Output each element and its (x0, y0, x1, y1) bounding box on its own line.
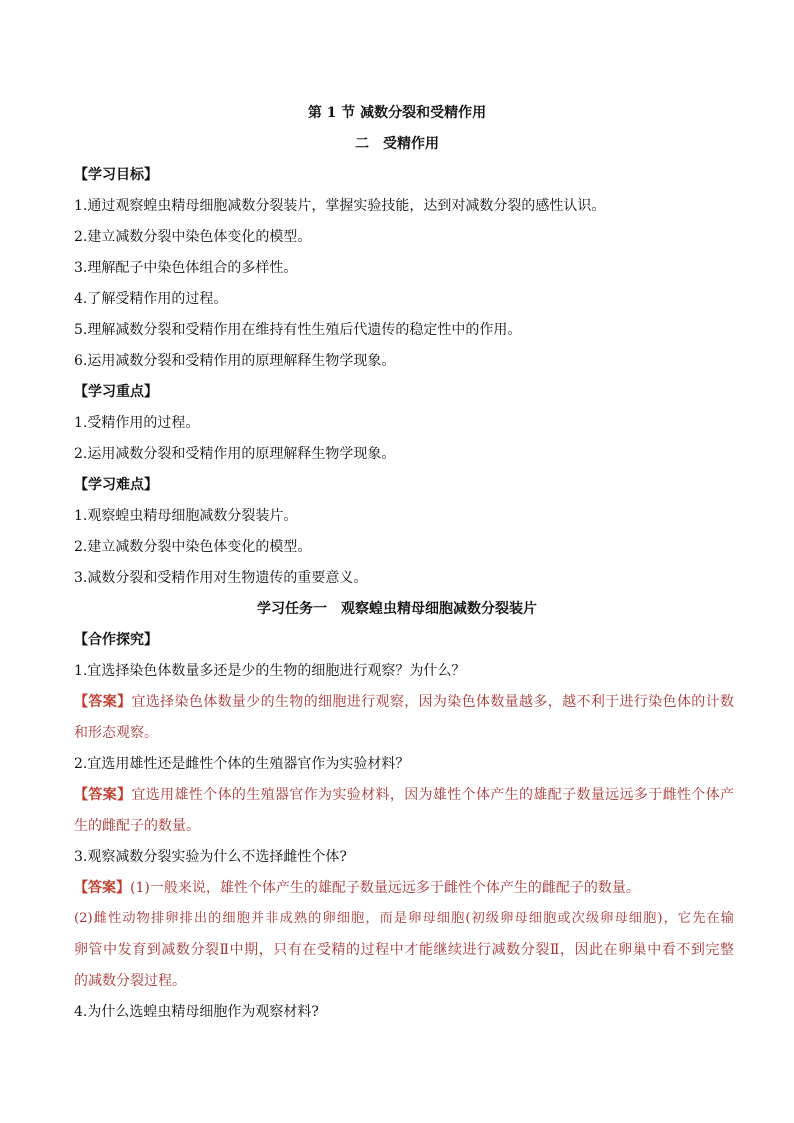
answer-3-line: 的减数分裂过程。 (74, 973, 186, 989)
question-2: 2.宜选用雄性还是雌性个体的生殖器官作为实验材料？ (74, 756, 410, 772)
question-1: 1.宜选择染色体数量多还是少的生物的细胞进行观察？为什么？ (74, 663, 466, 679)
objectives-header: 【学习目标】 (74, 167, 158, 183)
key-points-header: 【学习重点】 (74, 384, 158, 400)
answer-tag: 【答案】 (74, 787, 132, 803)
objective-item: 4.了解受精作用的过程。 (74, 291, 228, 307)
answer-3-line: 【答案】(1)一般来说，雄性个体产生的雄配子数量远远多于雌性个体产生的雌配子的数量。 (74, 880, 640, 896)
answer-tag: 【答案】 (74, 880, 130, 896)
answer-2-line: 生的雌配子的数量。 (74, 818, 200, 834)
objective-item: 6.运用减数分裂和受精作用的原理解释生物学现象。 (74, 353, 396, 369)
answer-3-line: 卵管中发育到减数分裂Ⅱ中期，只有在受精的过程中才能继续进行减数分裂Ⅱ，因此在卵巢中看不到完整 (74, 942, 734, 958)
inquiry-header: 【合作探究】 (74, 632, 158, 648)
page-subtitle: 二 受精作用 (355, 136, 439, 152)
question-3: 3.观察减数分裂实验为什么不选择雌性个体? (74, 849, 347, 865)
page-title: 第 1 节 减数分裂和受精作用 (307, 105, 487, 121)
task1-title: 学习任务一 观察蝗虫精母细胞减数分裂装片 (257, 601, 537, 617)
answer-1-line: 【答案】宜选择染色体数量少的生物的细胞进行观察，因为染色体数量越多，越不利于进行染色体的计数 (74, 694, 735, 710)
objective-item: 5.理解减数分裂和受精作用在维持有性生殖后代遗传的稳定性中的作用。 (74, 322, 522, 338)
key-point-item: 2.运用减数分裂和受精作用的原理解释生物学现象。 (74, 446, 396, 462)
objective-item: 2.建立减数分裂中染色体变化的模型。 (74, 229, 312, 245)
difficulty-item: 3.减数分裂和受精作用对生物遗传的重要意义。 (74, 570, 368, 586)
answer-tag: 【答案】 (74, 694, 132, 710)
answer-1-line: 和形态观察。 (74, 725, 158, 741)
difficulties-header: 【学习难点】 (74, 477, 158, 493)
key-point-item: 1.受精作用的过程。 (74, 415, 200, 431)
difficulty-item: 1.观察蝗虫精母细胞减数分裂装片。 (74, 508, 298, 524)
answer-2-line: 【答案】宜选用雄性个体的生殖器官作为实验材料，因为雄性个体产生的雄配子数量远远多于雌性个体产 (74, 787, 735, 803)
question-4: 4.为什么选蝗虫精母细胞作为观察材料? (74, 1004, 319, 1020)
objective-item: 3.理解配子中染色体组合的多样性。 (74, 260, 298, 276)
answer-3-line: (2)雌性动物排卵排出的细胞并非成熟的卵细胞，而是卵母细胞(初级卵母细胞或次级卵母细胞)，它先在输 (74, 911, 734, 926)
difficulty-item: 2.建立减数分裂中染色体变化的模型。 (74, 539, 312, 555)
objective-item: 1.通过观察蝗虫精母细胞减数分裂装片，掌握实验技能，达到对减数分裂的感性认识。 (74, 198, 606, 214)
